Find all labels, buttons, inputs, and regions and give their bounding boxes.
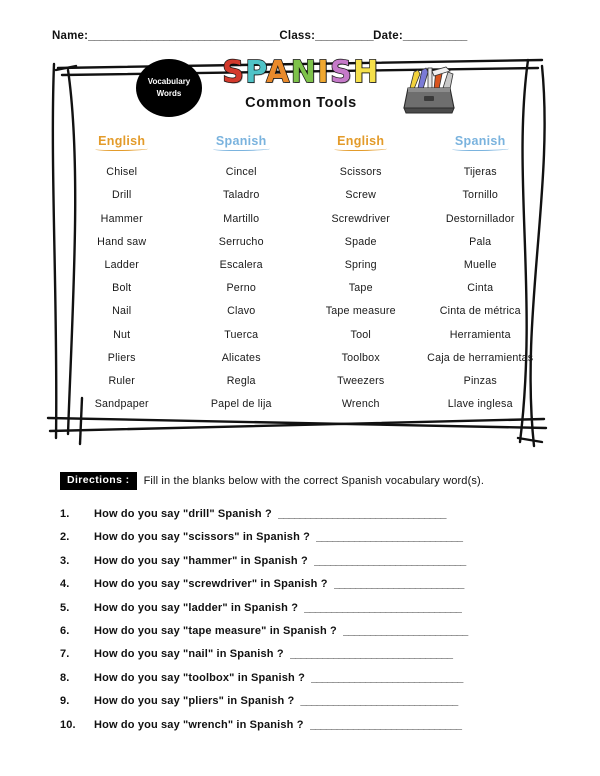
vocabulary-words-badge — [136, 59, 202, 117]
title-letter-1: P — [245, 55, 267, 90]
question-text: How do you say "tape measure" in Spanish ? — [94, 624, 337, 637]
column-cells — [427, 153, 533, 416]
column-english-right — [301, 134, 421, 416]
vocab-cell: Alicates — [221, 351, 261, 364]
column-cells — [211, 153, 272, 416]
answer-blank[interactable]: ____________________________ — [309, 718, 462, 731]
vocab-cell: Wrench — [341, 398, 380, 411]
name-label: Name: — [52, 30, 89, 42]
column-header-english-right: English — [337, 134, 384, 151]
vocab-cell: Destornillador — [445, 212, 515, 225]
question-row — [60, 719, 566, 742]
question-text: How do you say "ladder" in Spanish ? — [94, 601, 299, 614]
answer-blank[interactable]: ______________________________ — [289, 648, 453, 661]
question-number: 8. — [60, 671, 70, 684]
question-row — [60, 672, 566, 695]
page-subtitle: Common Tools — [245, 95, 357, 111]
vocab-cell: Ruler — [108, 374, 136, 387]
questions-list — [60, 508, 566, 742]
badge-line-1: Vocabulary — [147, 77, 191, 87]
title-letter-2: A — [266, 55, 291, 90]
vocab-cell: Tijeras — [463, 166, 497, 179]
vocab-cell: Cinta de métrica — [439, 305, 521, 318]
question-text: How do you say "hammer" in Spanish ? — [94, 554, 308, 567]
answer-blank[interactable]: ________________________ — [333, 578, 464, 591]
vocab-cell: Tape — [348, 282, 373, 295]
question-text: How do you say "toolbox" in Spanish ? — [94, 671, 305, 684]
answer-blank[interactable]: ____________________________ — [313, 554, 466, 567]
question-row — [60, 531, 566, 554]
vocab-cell: Cinta — [467, 282, 494, 295]
question-row — [60, 508, 566, 531]
question-row — [60, 648, 566, 671]
column-cells — [95, 153, 149, 416]
vocab-cell: Pliers — [107, 351, 136, 364]
answer-blank[interactable]: ____________________________ — [310, 671, 463, 684]
vocab-cell: Herramienta — [449, 328, 511, 341]
vocab-cell: Papel de lija — [210, 398, 272, 411]
question-row — [60, 602, 566, 625]
vocab-cell: Clavo — [227, 305, 256, 318]
question-number: 9. — [60, 695, 70, 708]
vocab-cell: Ladder — [104, 258, 139, 271]
title-block — [206, 55, 396, 111]
question-number: 1. — [60, 508, 70, 520]
vocab-cell: Chisel — [106, 166, 138, 179]
vocab-cell: Perno — [226, 282, 256, 295]
badge-line-2: Words — [156, 89, 182, 98]
question-number: 10. — [60, 718, 76, 731]
vocab-cell: Tool — [350, 328, 371, 341]
vocab-cell: Tweezers — [337, 374, 385, 387]
question-number: 3. — [60, 554, 70, 567]
vocab-cell: Tornillo — [462, 189, 498, 202]
vocab-cell: Drill — [112, 189, 132, 202]
answer-blank[interactable]: ___________________________ — [316, 531, 463, 544]
vocab-cell: Taladro — [223, 189, 260, 202]
vocab-cell: Regla — [226, 374, 256, 387]
date-label: Date: — [373, 30, 403, 42]
question-row — [60, 695, 566, 718]
question-text: How do you say "wrench" in Spanish ? — [94, 718, 304, 731]
directions-text: Fill in the blanks below with the correct Spanish vocabulary word(s). — [143, 474, 485, 487]
title-letter-5: S — [330, 55, 354, 90]
column-spanish-right — [421, 134, 541, 416]
question-number: 2. — [60, 531, 70, 544]
student-info-line — [52, 30, 552, 42]
question-number: 6. — [60, 624, 70, 637]
vocab-cell: Muelle — [463, 258, 497, 271]
vocab-cell: Llave inglesa — [447, 398, 513, 411]
class-label: Class: — [279, 30, 316, 42]
column-header-english-left: English — [98, 134, 145, 151]
vocab-cell: Screw — [345, 189, 377, 202]
vocab-cell: Serrucho — [218, 235, 264, 248]
vocab-cell: Nail — [112, 305, 132, 318]
question-text: How do you say "pliers" in Spanish ? — [94, 695, 295, 708]
directions-row — [60, 472, 560, 490]
vocab-cell: Pinzas — [463, 374, 497, 387]
column-header-spanish-left: Spanish — [216, 134, 267, 151]
vocab-cell: Spring — [344, 258, 377, 271]
vocabulary-table — [62, 134, 540, 416]
vocab-cell: Martillo — [223, 212, 260, 225]
question-text: How do you say "nail" in Spanish ? — [94, 648, 284, 661]
vocab-cell: Hand saw — [97, 235, 147, 248]
vocab-cell: Toolbox — [341, 351, 380, 364]
vocab-cell: Tape measure — [325, 305, 396, 318]
column-cells — [326, 153, 396, 416]
title-letter-4: I — [317, 55, 331, 90]
directions-label: Directions : — [60, 472, 137, 490]
question-number: 4. — [60, 578, 70, 591]
question-text: How do you say "screwdriver" in Spanish ? — [94, 578, 328, 591]
vocab-cell: Caja de herramientas — [427, 351, 534, 364]
answer-blank[interactable]: _______________________________ — [277, 508, 446, 520]
answer-blank[interactable]: _______________________ — [342, 624, 468, 637]
question-text: How do you say "drill" Spanish ? — [94, 508, 272, 520]
toolbox-icon — [398, 58, 460, 116]
vocab-cell: Spade — [344, 235, 377, 248]
question-number: 7. — [60, 648, 70, 661]
page-title — [206, 55, 396, 90]
question-number: 5. — [60, 601, 70, 614]
vocab-cell: Sandpaper — [94, 398, 149, 411]
answer-blank[interactable]: _____________________________ — [304, 601, 462, 614]
question-row — [60, 578, 566, 601]
name-blank[interactable]: _________________________________ — [88, 30, 280, 42]
vocab-cell: Hammer — [100, 212, 143, 225]
question-row — [60, 555, 566, 578]
class-blank[interactable]: __________ — [315, 30, 374, 42]
vocab-cell: Scissors — [339, 166, 382, 179]
vocab-cell: Escalera — [219, 258, 263, 271]
title-letter-0: S — [222, 55, 246, 90]
vocab-cell: Nut — [113, 328, 131, 341]
question-text: How do you say "scissors" in Spanish ? — [94, 531, 311, 544]
column-header-spanish-right: Spanish — [455, 134, 506, 151]
column-english-left — [62, 134, 182, 416]
question-row — [60, 625, 566, 648]
vocab-cell: Cincel — [225, 166, 257, 179]
title-letter-6: H — [353, 55, 380, 90]
date-blank[interactable]: ___________ — [402, 30, 467, 42]
vocab-cell: Bolt — [112, 282, 132, 295]
vocab-cell: Screwdriver — [331, 212, 391, 225]
column-spanish-left — [182, 134, 302, 416]
vocab-cell: Tuerca — [224, 328, 259, 341]
title-letter-3: N — [290, 55, 318, 90]
vocab-cell: Pala — [469, 235, 492, 248]
answer-blank[interactable]: _____________________________ — [300, 695, 458, 708]
